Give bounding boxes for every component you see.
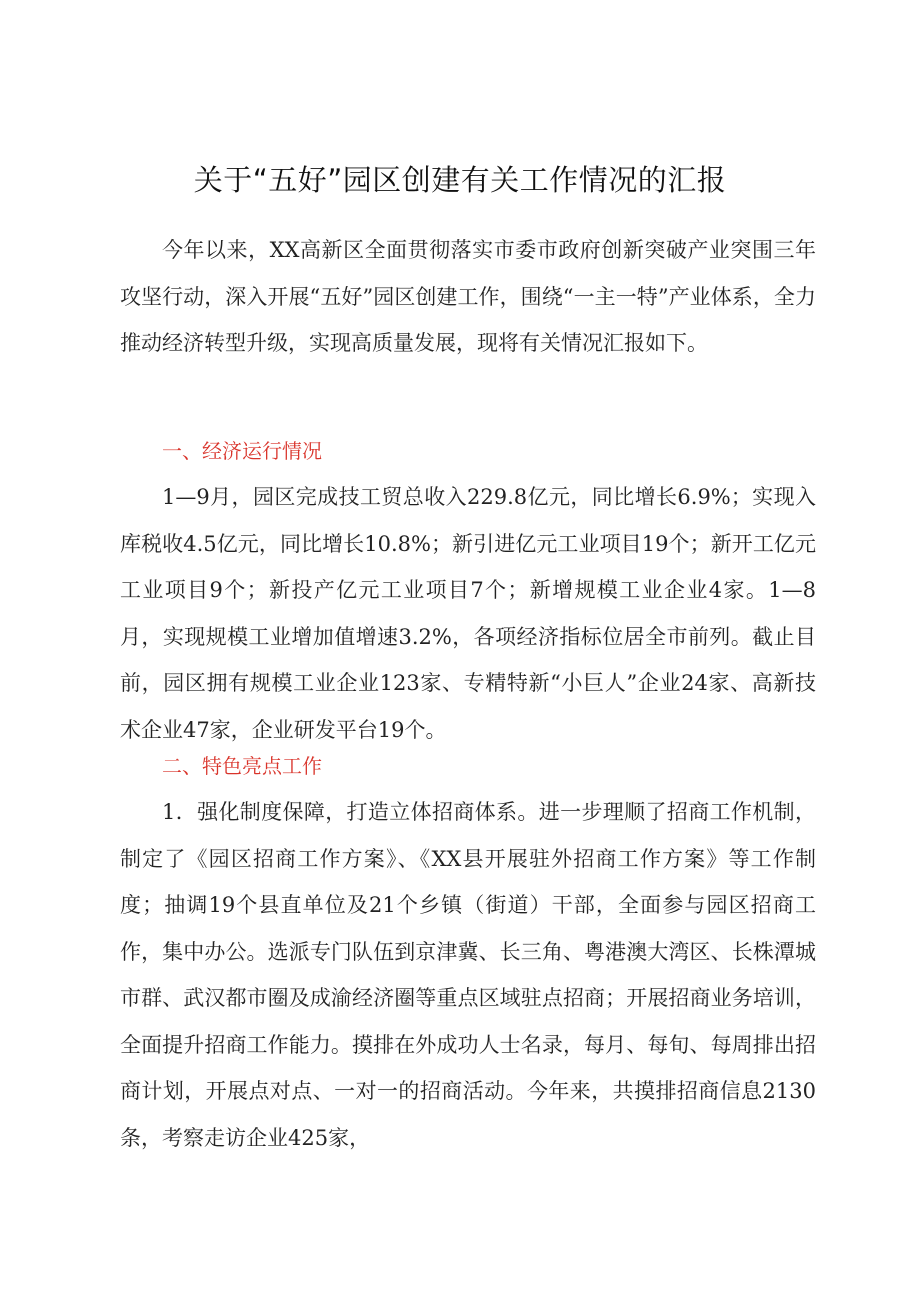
section-heading-economy: 一、经济运行情况 — [162, 439, 322, 463]
intro-paragraph: 今年以来，XX高新区全面贯彻落实市委市政府创新突破产业突围三年攻坚行动，深入开展“五好”园区创建工作，围绕“一主一特”产业体系，全力推动经济转型升级，实现高质量发展，现将有关情况汇报如下。 — [120, 238, 816, 355]
page-title: 关于“五好”园区创建有关工作情况的汇报 — [193, 163, 727, 197]
investment-paragraph: 1．强化制度保障，打造立体招商体系。进一步理顺了招商工作机制，制定了《园区招商工作方案》、《XX县开展驻外招商工作方案》等工作制度；抽调19个县直单位及21个乡镇（街道）干部，全面参与园区招商工作，集中办公。选派专门队伍到京津冀、长三角、粤港澳大湾区、长株潭城市群、武汉都市圈及成渝经济圈等重点区域驻点招商；开展招商业务培训，全面提升招商工作能力。摸排在外成功人士名录，每月、每旬、每周排出招商计划，开展点对点、一对一的招商活动。今年来，共摸排招商信息2130条，考察走访企业425家， — [120, 800, 816, 1150]
economy-paragraph: 1—9月，园区完成技工贸总收入229.8亿元，同比增长6.9%；实现入库税收4.5亿元，同比增长10.8%；新引进亿元工业项目19个；新开工亿元工业项目9个；新投产亿元工业项目7个；新增规模工业企业4家。1—8月，实现规模工业增加值增速3.2%，各项经济指标位居全市前列。截止目前，园区拥有规模工业企业123家、专精特新“小巨人”企业24家、高新技术企业47家，企业研发平台19个。 — [120, 485, 816, 742]
section-heading-highlights: 二、特色亮点工作 — [162, 754, 322, 778]
